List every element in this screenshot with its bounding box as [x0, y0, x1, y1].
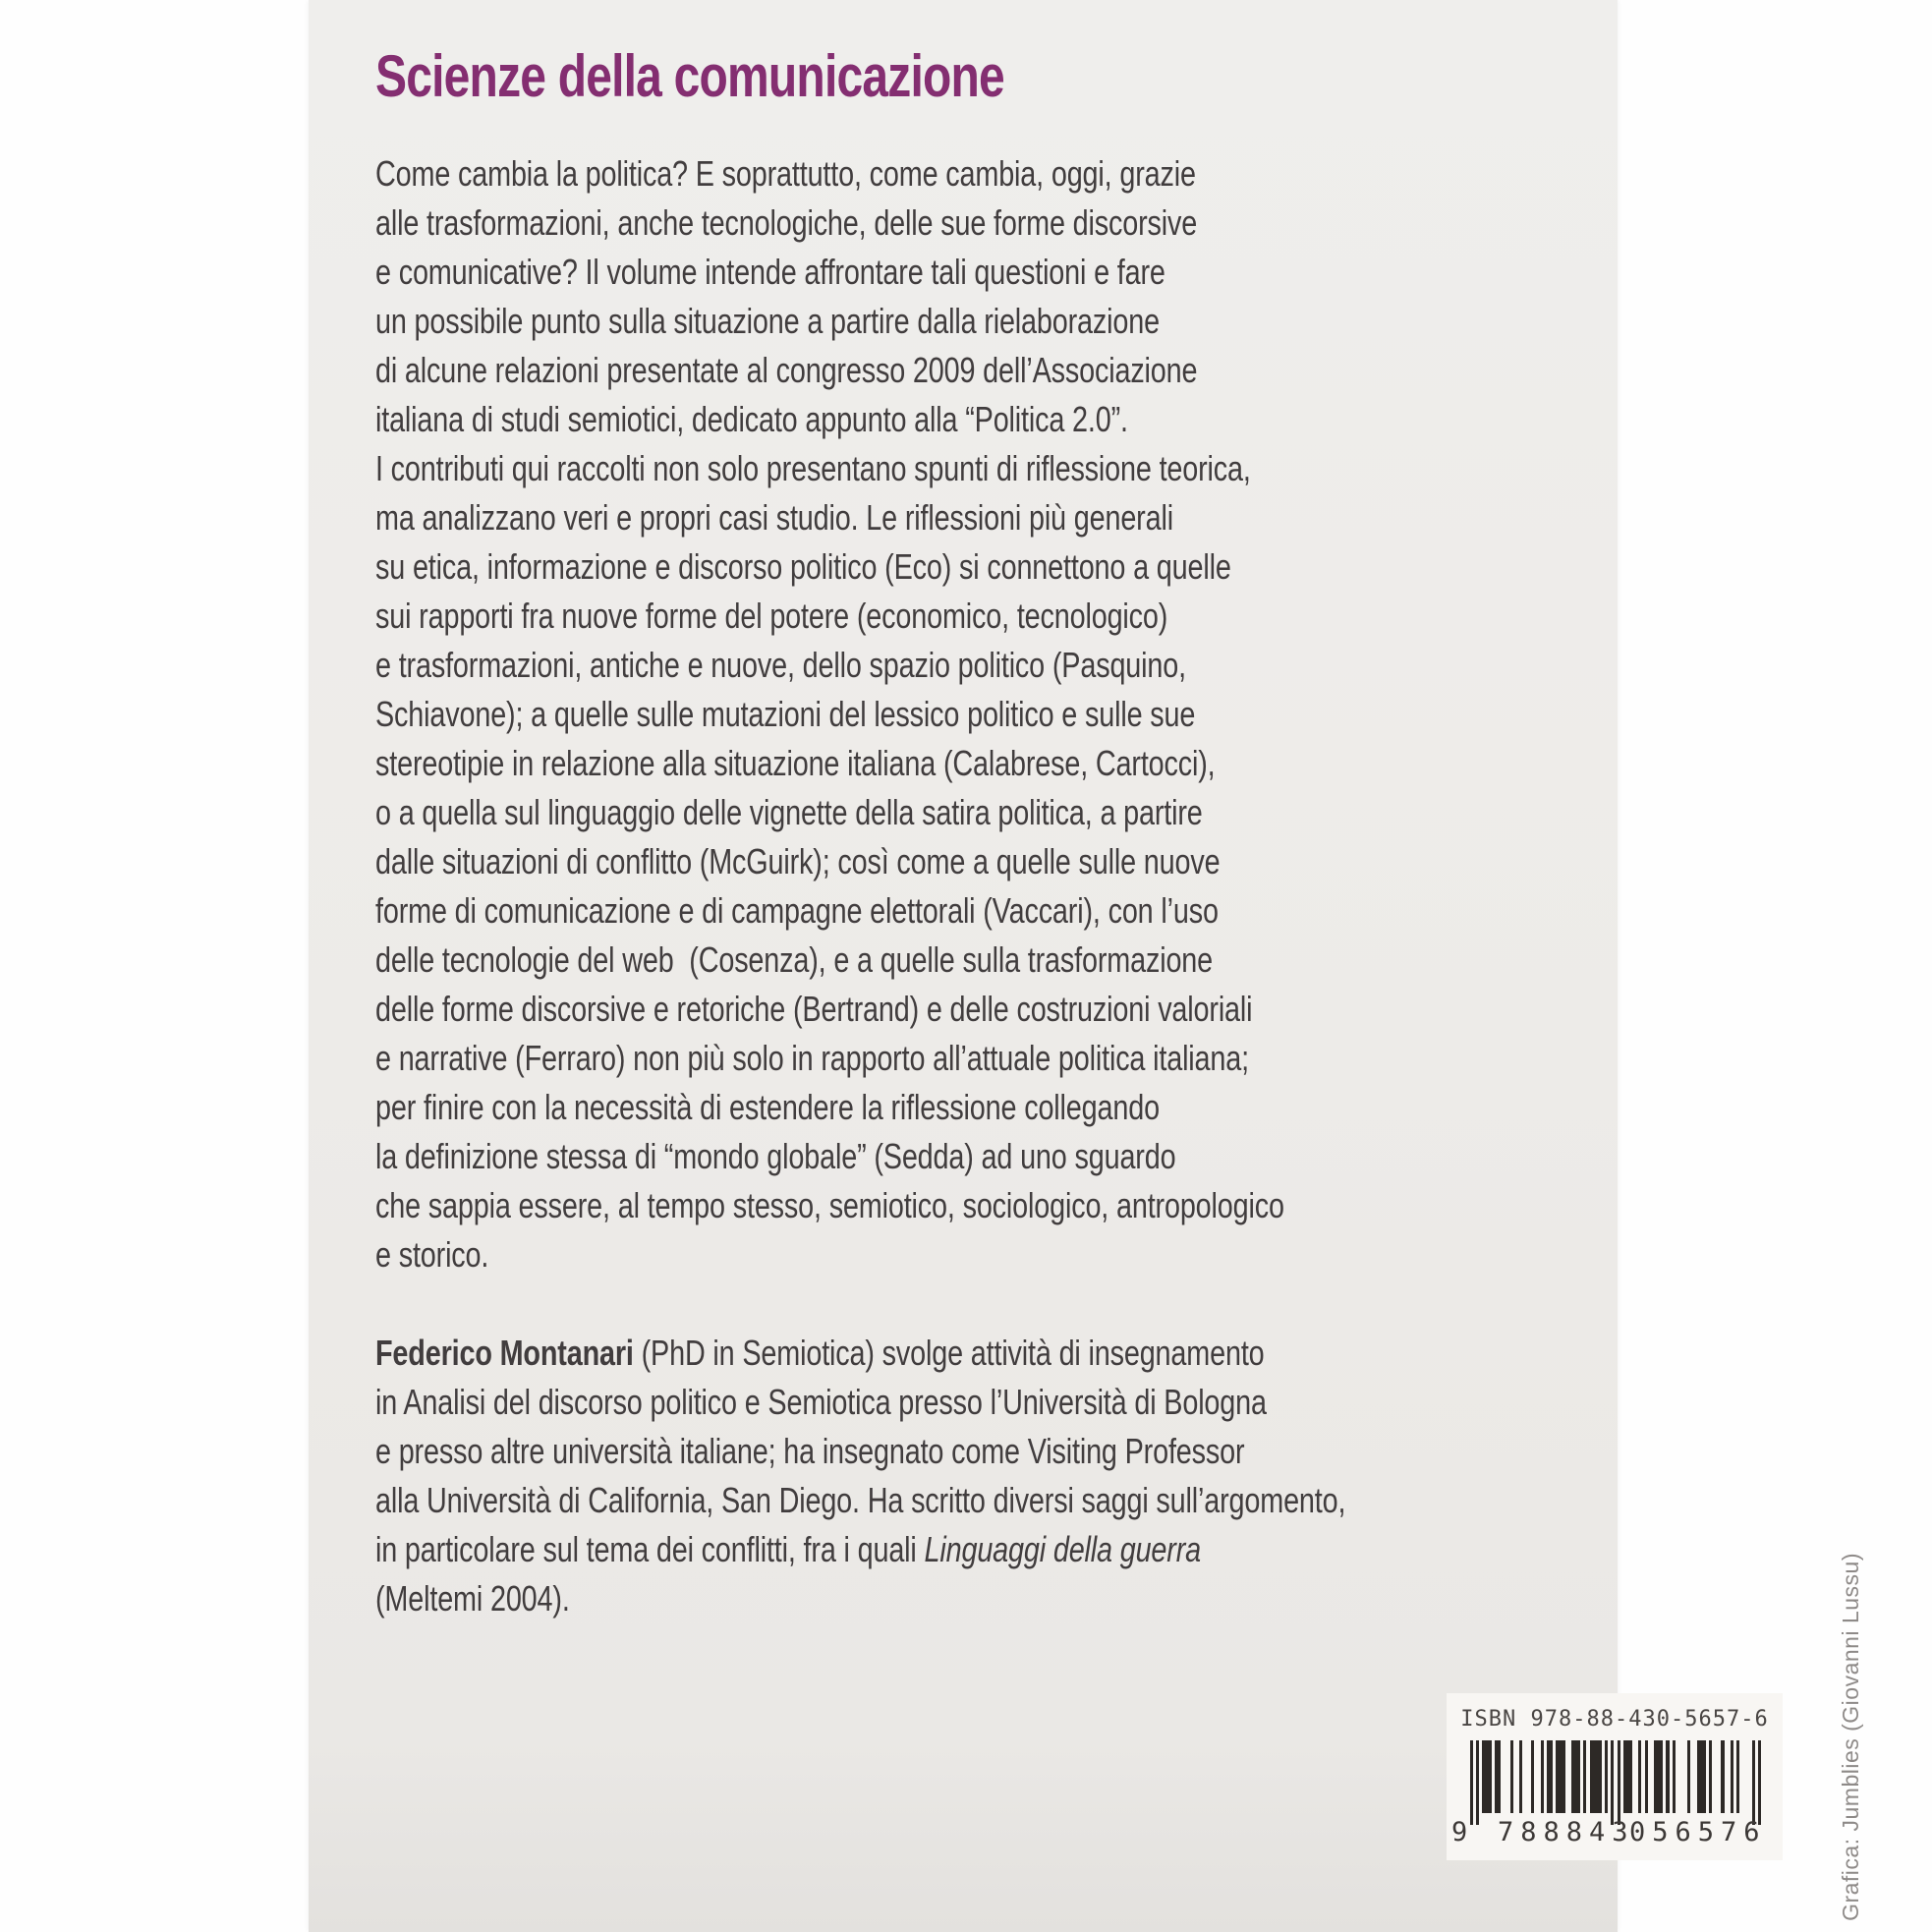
barcode-bar	[1541, 1740, 1544, 1813]
text-line: Come cambia la politica? E soprattutto, come cambia, oggi, grazie	[375, 153, 1196, 194]
author-bio	[375, 1329, 1602, 1623]
barcode-bar	[1583, 1740, 1586, 1813]
barcode-bar	[1687, 1740, 1690, 1813]
text-line: la definizione stessa di “mondo globale” (Sedda) ad uno sguardo	[375, 1136, 1176, 1176]
ean-digit-group: 788843	[1498, 1817, 1635, 1847]
bio-line: e presso altre università italiane; ha insegnato come Visiting Professor	[375, 1431, 1245, 1471]
ean-digits	[1447, 1817, 1783, 1850]
barcode-bar	[1571, 1740, 1580, 1813]
barcode-bar	[1605, 1740, 1608, 1813]
barcode-bar	[1731, 1740, 1733, 1813]
text-line: per finire con la necessità di estendere la riflessione collegando	[375, 1087, 1160, 1127]
barcode-bar	[1470, 1740, 1473, 1825]
barcode-bar	[1611, 1740, 1614, 1825]
bio-line: in Analisi del discorso politico e Semiotica presso l’Università di Bologna	[375, 1382, 1267, 1422]
barcode-bar	[1531, 1740, 1534, 1813]
barcode-bar	[1673, 1740, 1676, 1813]
book-title-italic: Linguaggi della guerra	[924, 1529, 1202, 1569]
text-line: alle trasformazioni, anche tecnologiche, delle sue forme discorsive	[375, 202, 1198, 243]
author-name: Federico Montanari	[375, 1333, 634, 1373]
barcode-bar	[1618, 1740, 1620, 1825]
bio-line	[375, 1329, 1602, 1378]
ean-digit-group: 9	[1451, 1817, 1468, 1847]
ean-barcode	[1470, 1740, 1761, 1825]
barcode-bar	[1638, 1740, 1641, 1813]
barcode-bar	[1752, 1740, 1755, 1825]
bio-line	[375, 1525, 1602, 1574]
book-back-cover	[309, 0, 1863, 1932]
text-line: su etica, informazione e discorso politico (Eco) si connettono a quelle	[375, 546, 1231, 587]
barcode-bar	[1547, 1740, 1553, 1813]
text-line: I contributi qui raccolti non solo presentano spunti di riflessione teorica,	[375, 448, 1251, 488]
text-line: delle forme discorsive e retoriche (Bertrand) e delle costruzioni valoriali	[375, 989, 1253, 1029]
text-line: italiana di studi semiotici, dedicato appunto alla “Politica 2.0”.	[375, 399, 1128, 439]
barcode-bar	[1709, 1740, 1712, 1813]
bio-line: alla Università di California, San Diego. Ha scritto diversi saggi sull’argomento,	[375, 1480, 1346, 1520]
text-line: e trasformazioni, antiche e nuove, dello spazio politico (Pasquino,	[375, 645, 1186, 685]
bio-line: (Meltemi 2004).	[375, 1578, 570, 1619]
barcode-bar	[1556, 1740, 1564, 1813]
text-line: forme di comunicazione e di campagne elettorali (Vaccari), con l’uso	[375, 890, 1219, 931]
bio-text: in particolare sul tema dei conflitti, fra i quali	[375, 1529, 925, 1569]
barcode-bar	[1482, 1740, 1491, 1813]
barcode-bar	[1519, 1740, 1522, 1813]
isbn-barcode-label	[1447, 1693, 1783, 1860]
text-line: di alcune relazioni presentate al congresso 2009 dell’Associazione	[375, 350, 1198, 390]
isbn-number: ISBN 978-88-430-5657-6	[1460, 1707, 1769, 1732]
text-line: Schiavone); a quelle sulle mutazioni del lessico politico e sulle sue	[375, 694, 1196, 734]
book-description	[375, 149, 1602, 1279]
text-line: dalle situazioni di conflitto (McGuirk); così come a quelle sulle nuove	[375, 841, 1221, 881]
barcode-bar	[1736, 1740, 1739, 1813]
bio-text: (PhD in Semiotica) svolge attività di insegnamento	[633, 1333, 1265, 1373]
text-line: che sappia essere, al tempo stesso, semiotico, sociologico, antropologico	[375, 1185, 1284, 1225]
barcode-bar	[1590, 1740, 1602, 1813]
text-line: stereotipie in relazione alla situazione italiana (Calabrese, Cartocci),	[375, 743, 1216, 783]
barcode-bar	[1495, 1740, 1501, 1813]
text-line: delle tecnologie del web (Cosenza), e a quelle sulla trasformazione	[375, 939, 1214, 980]
text-line: e narrative (Ferraro) non più solo in rapporto all’attuale politica italiana;	[375, 1038, 1249, 1078]
ean-digit-group: 056576	[1629, 1817, 1767, 1847]
text-line: o a quella sul linguaggio delle vignette della satira politica, a partire	[375, 792, 1203, 832]
barcode-bar	[1476, 1740, 1479, 1825]
barcode-bar	[1510, 1740, 1513, 1813]
text-line: un possibile punto sulla situazione a partire dalla rielaborazione	[375, 301, 1160, 341]
barcode-bar	[1697, 1740, 1706, 1813]
text-line: e storico.	[375, 1234, 489, 1275]
text-line: e comunicative? Il volume intende affrontare tali questioni e fare	[375, 252, 1165, 292]
barcode-bar	[1654, 1740, 1663, 1813]
series-title: Scienze della comunicazione	[375, 43, 1004, 109]
barcode-bar	[1666, 1740, 1669, 1813]
cover-text-column	[375, 43, 1602, 1623]
text-line: sui rapporti fra nuove forme del potere (economico, tecnologico)	[375, 596, 1168, 636]
barcode-bar	[1623, 1740, 1632, 1813]
barcode-bar	[1758, 1740, 1761, 1825]
barcode-bar	[1721, 1740, 1724, 1813]
text-line: ma analizzano veri e propri casi studio. Le riflessioni più generali	[375, 497, 1173, 538]
barcode-bar	[1645, 1740, 1648, 1813]
design-credit-vertical: Grafica: Jumblies (Giovanni Lussu)	[1838, 1553, 1863, 1921]
